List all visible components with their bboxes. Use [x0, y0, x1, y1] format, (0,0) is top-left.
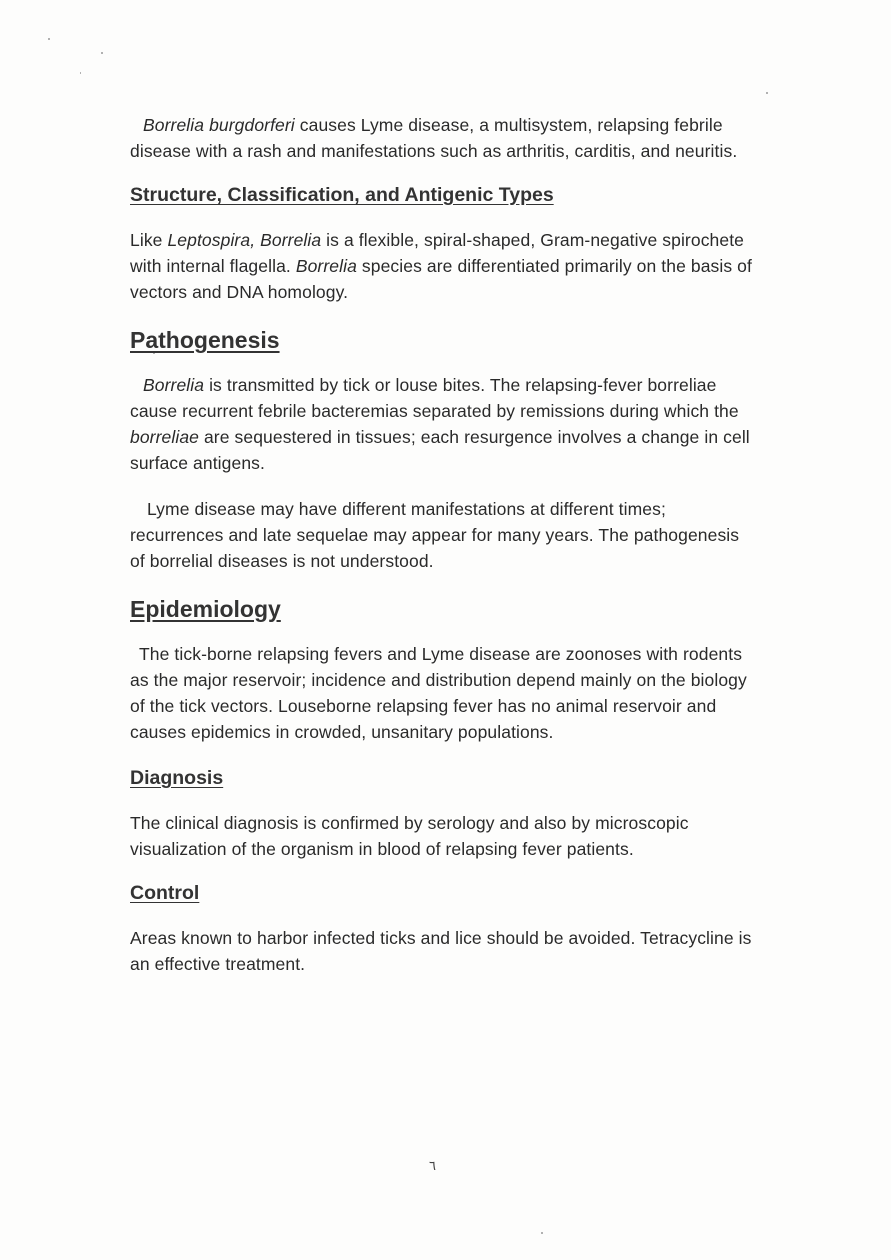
- pathogenesis-paragraph-2: Lyme disease may have different manifestations at different times; recurrences and late sequelae may appear for many years. The pathogenesis of borrelial diseases is not understood.: [130, 499, 740, 571]
- structure-prefix: Like: [130, 230, 168, 250]
- structure-italic-1: Leptospira, Borrelia: [167, 230, 322, 250]
- intro-italic-term: Borrelia burgdorferi: [143, 115, 295, 135]
- document-body: [130, 112, 755, 977]
- pathogenesis-middle: is transmitted by tick or louse bites. The relapsing-fever borreliae cause recurrent febrile bacteremias separated by remissions during which the: [130, 375, 739, 421]
- scan-speck: [80, 72, 81, 74]
- pathogenesis-italic-1: Borrelia: [143, 375, 205, 395]
- diagnosis-paragraph: The clinical diagnosis is confirmed by serology and also by microscopic visualization of the organism in blood of relapsing fever patients.: [130, 813, 689, 859]
- diagnosis-heading: Diagnosis: [130, 767, 224, 789]
- scan-speck: [48, 38, 50, 40]
- intro-text: causes Lyme disease, a multisystem, relapsing febrile disease with a rash and manifestations such as arthritis, carditis, and neuritis.: [130, 115, 738, 161]
- structure-suffix: species are differentiated primarily on the basis of vectors and DNA homology.: [130, 256, 752, 302]
- epidemiology-heading: Epidemiology: [130, 596, 281, 622]
- scan-speck: [101, 52, 103, 54]
- pathogenesis-italic-2: borreliae: [130, 427, 199, 447]
- structure-heading: Structure, Classification, and Antigenic Types: [130, 184, 554, 206]
- structure-paragraph: [130, 227, 755, 305]
- scan-speck: [541, 1232, 543, 1234]
- control-heading: Control: [130, 882, 200, 904]
- structure-middle: is a flexible, spiral-shaped, Gram-negative spirochete with internal flagella.: [130, 230, 745, 276]
- page-number: ٦: [429, 1158, 436, 1173]
- pathogenesis-heading: Pathogenesis: [130, 327, 280, 353]
- epidemiology-paragraph: The tick-borne relapsing fevers and Lyme disease are zoonoses with rodents as the major reservoir; incidence and distribution depend mainly on the biology of the tick vectors. Louseborne relapsing fever has no animal reservoir and causes epidemics in crowded, unsanitary populations.: [130, 644, 747, 742]
- control-paragraph: Areas known to harbor infected ticks and lice should be avoided. Tetracycline is an effective treatment.: [130, 928, 752, 974]
- intro-paragraph: [130, 112, 755, 164]
- pathogenesis-suffix: are sequestered in tissues; each resurgence involves a change in cell surface antigens.: [130, 427, 750, 473]
- pathogenesis-paragraph-1: [130, 372, 755, 476]
- structure-italic-2: Borrelia: [295, 256, 357, 276]
- scan-speck: [766, 92, 768, 94]
